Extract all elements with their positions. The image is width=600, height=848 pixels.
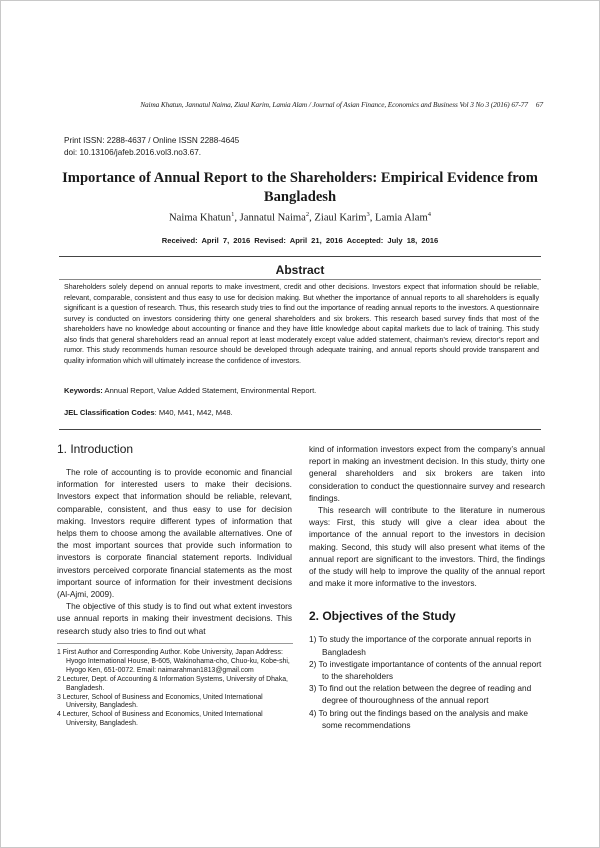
issn-line: Print ISSN: 2288-4637 / Online ISSN 2288-4645 bbox=[64, 136, 240, 145]
abstract-text: Shareholders solely depend on annual reports to make investment, credit and other decisions. Investors expect that information should be reliable, relevant, comparable, consistent and thus easy to use for decision making. But whether the importance of annual reports to all shareholders is equally significant is a question of research. Thus, this research study tries to find out the importance of reading annual reports to the investors. A questionnaire survey is conducted on investors considering thirty one general shareholders and six brokers. This research based survey finds that most of the shareholders have no knowledge about accounting or finance and they have little knowledge about capital markets due to lack of training. This study also finds that general shareholders read an annual report at least moderately except value added statement, chairman’s review, director’s report and rumor. This study recommends human resource should be developed through adequate training, and annual reports should provide transparent and quality information which will ultimately increase the confidence of investors. bbox=[64, 284, 539, 365]
paragraph: This research will contribute to the literature in numerous ways: First, this study will give a clear idea about the importance of the annual report to the investors in decision making. Second, this study will also present what items of the annual report are significant to the investors. Third, the findings of the study will help to improve the quality of the annual report and make it more informative to the investors. bbox=[309, 505, 545, 589]
divider bbox=[59, 429, 541, 430]
running-header-text: Naima Khatun, Jannatul Naima, Ziaul Karim, Lamia Alam / Journal of Asian Finance, Economics and Business Vol 3 No 3 (2016) 67-77 bbox=[140, 100, 528, 109]
list-item: 2) To investigate importantance of contents of the annual report to the shareholders bbox=[309, 658, 542, 682]
left-column bbox=[57, 441, 292, 637]
author-name: Jannatul Naima bbox=[239, 212, 306, 224]
author-name: Ziaul Karim bbox=[314, 212, 367, 224]
jel-label: JEL Classification Codes bbox=[64, 408, 155, 417]
issn-block bbox=[64, 135, 239, 158]
running-header bbox=[61, 100, 543, 109]
footnotes bbox=[57, 649, 295, 729]
objectives-list bbox=[309, 633, 545, 731]
author-sup: 2 bbox=[305, 211, 310, 218]
footnote: 4 Lecturer, School of Business and Economics, United International University, Bangladesh. bbox=[57, 711, 263, 728]
keywords bbox=[64, 386, 316, 395]
divider bbox=[59, 279, 541, 280]
author-name: Naima Khatun bbox=[169, 212, 232, 224]
footnote-divider bbox=[57, 643, 293, 644]
abstract-heading: Abstract bbox=[275, 263, 325, 277]
author-sup: 1 bbox=[231, 211, 235, 218]
submission-dates: Received: April 7, 2016 Revised: April 21, 2016 Accepted: July 18, 2016 bbox=[161, 236, 439, 245]
list-item: 1) To study the importance of the corporate annual reports in Bangladesh bbox=[309, 634, 532, 657]
author-list: Naima Khatun$^1$, Jannatul Naima$^2$, Ziaul Karim$^3$, Lamia Alam$^4$ bbox=[169, 211, 431, 224]
list-item: 4) To bring out the findings based on the analysis and make some recommendations bbox=[309, 707, 528, 730]
footnote: 3 Lecturer, School of Business and Economics, United International University, Bangladesh. bbox=[57, 693, 263, 710]
keywords-label: Keywords: bbox=[64, 386, 103, 395]
paragraph: The role of accounting is to provide economic and financial information for interested users to make their decisions. Investors expect that information should be reliable, relevant, comparable, consistent, and thus easy to use for decision making. Investors require different types of information that helps them to choose among the available alternatives. One of the most important sources that provide such information to investors is corporate financial statement reports. Individual investors perceived corporate financial statements as the most important source of information for their investment decisions (Al-Ajmi, 2009). bbox=[57, 467, 292, 600]
author-sup: 3 bbox=[366, 211, 370, 218]
jel-text: : M40, M41, M42, M48. bbox=[154, 408, 233, 417]
right-column bbox=[309, 443, 545, 731]
paper-title: Importance of Annual Report to the Shareholders: Empirical Evidence from Bangladesh bbox=[62, 170, 538, 205]
keywords-text: Annual Report, Value Added Statement, Environmental Report. bbox=[102, 386, 317, 395]
jel-codes bbox=[64, 408, 233, 417]
paragraph: The objective of this study is to find out what extent investors use annual reports in making their investment decisions. This research study also tries to find out what bbox=[57, 601, 292, 636]
page-number: 67 bbox=[535, 100, 543, 109]
footnote: 2 Lecturer, Dept. of Accounting & Information Systems, University of Dhaka, Bangladesh. bbox=[57, 675, 288, 692]
list-item: 3) To find out the relation between the degree of reading and degree of thouroughness of the annual report bbox=[309, 683, 532, 706]
footnote: 1 First Author and Corresponding Author. Kobe University, Japan Address: Hyogo International House, B-605, Wakinohama-cho, Chuo-ku, Kobe-shi, Hyogo Ken, 651-0072. Email: naimarahman1813@gmail.com bbox=[57, 649, 290, 674]
doi-line: doi: 10.13106/jafeb.2016.vol3.no3.67. bbox=[64, 147, 202, 157]
paragraph: kind of information investors expect from the company’s annual report in making an investment decision. In this study, thirty one general shareholders and six brokers are taken into consideration to conduct the questionnaire survey and research findings. bbox=[309, 444, 545, 503]
author-sup: 4 bbox=[427, 211, 431, 218]
author-name: Lamia Alam bbox=[375, 212, 428, 224]
section-heading-objectives: 2. Objectives of the Study bbox=[309, 609, 456, 624]
divider bbox=[59, 256, 541, 257]
section-heading-introduction: 1. Introduction bbox=[57, 442, 134, 456]
